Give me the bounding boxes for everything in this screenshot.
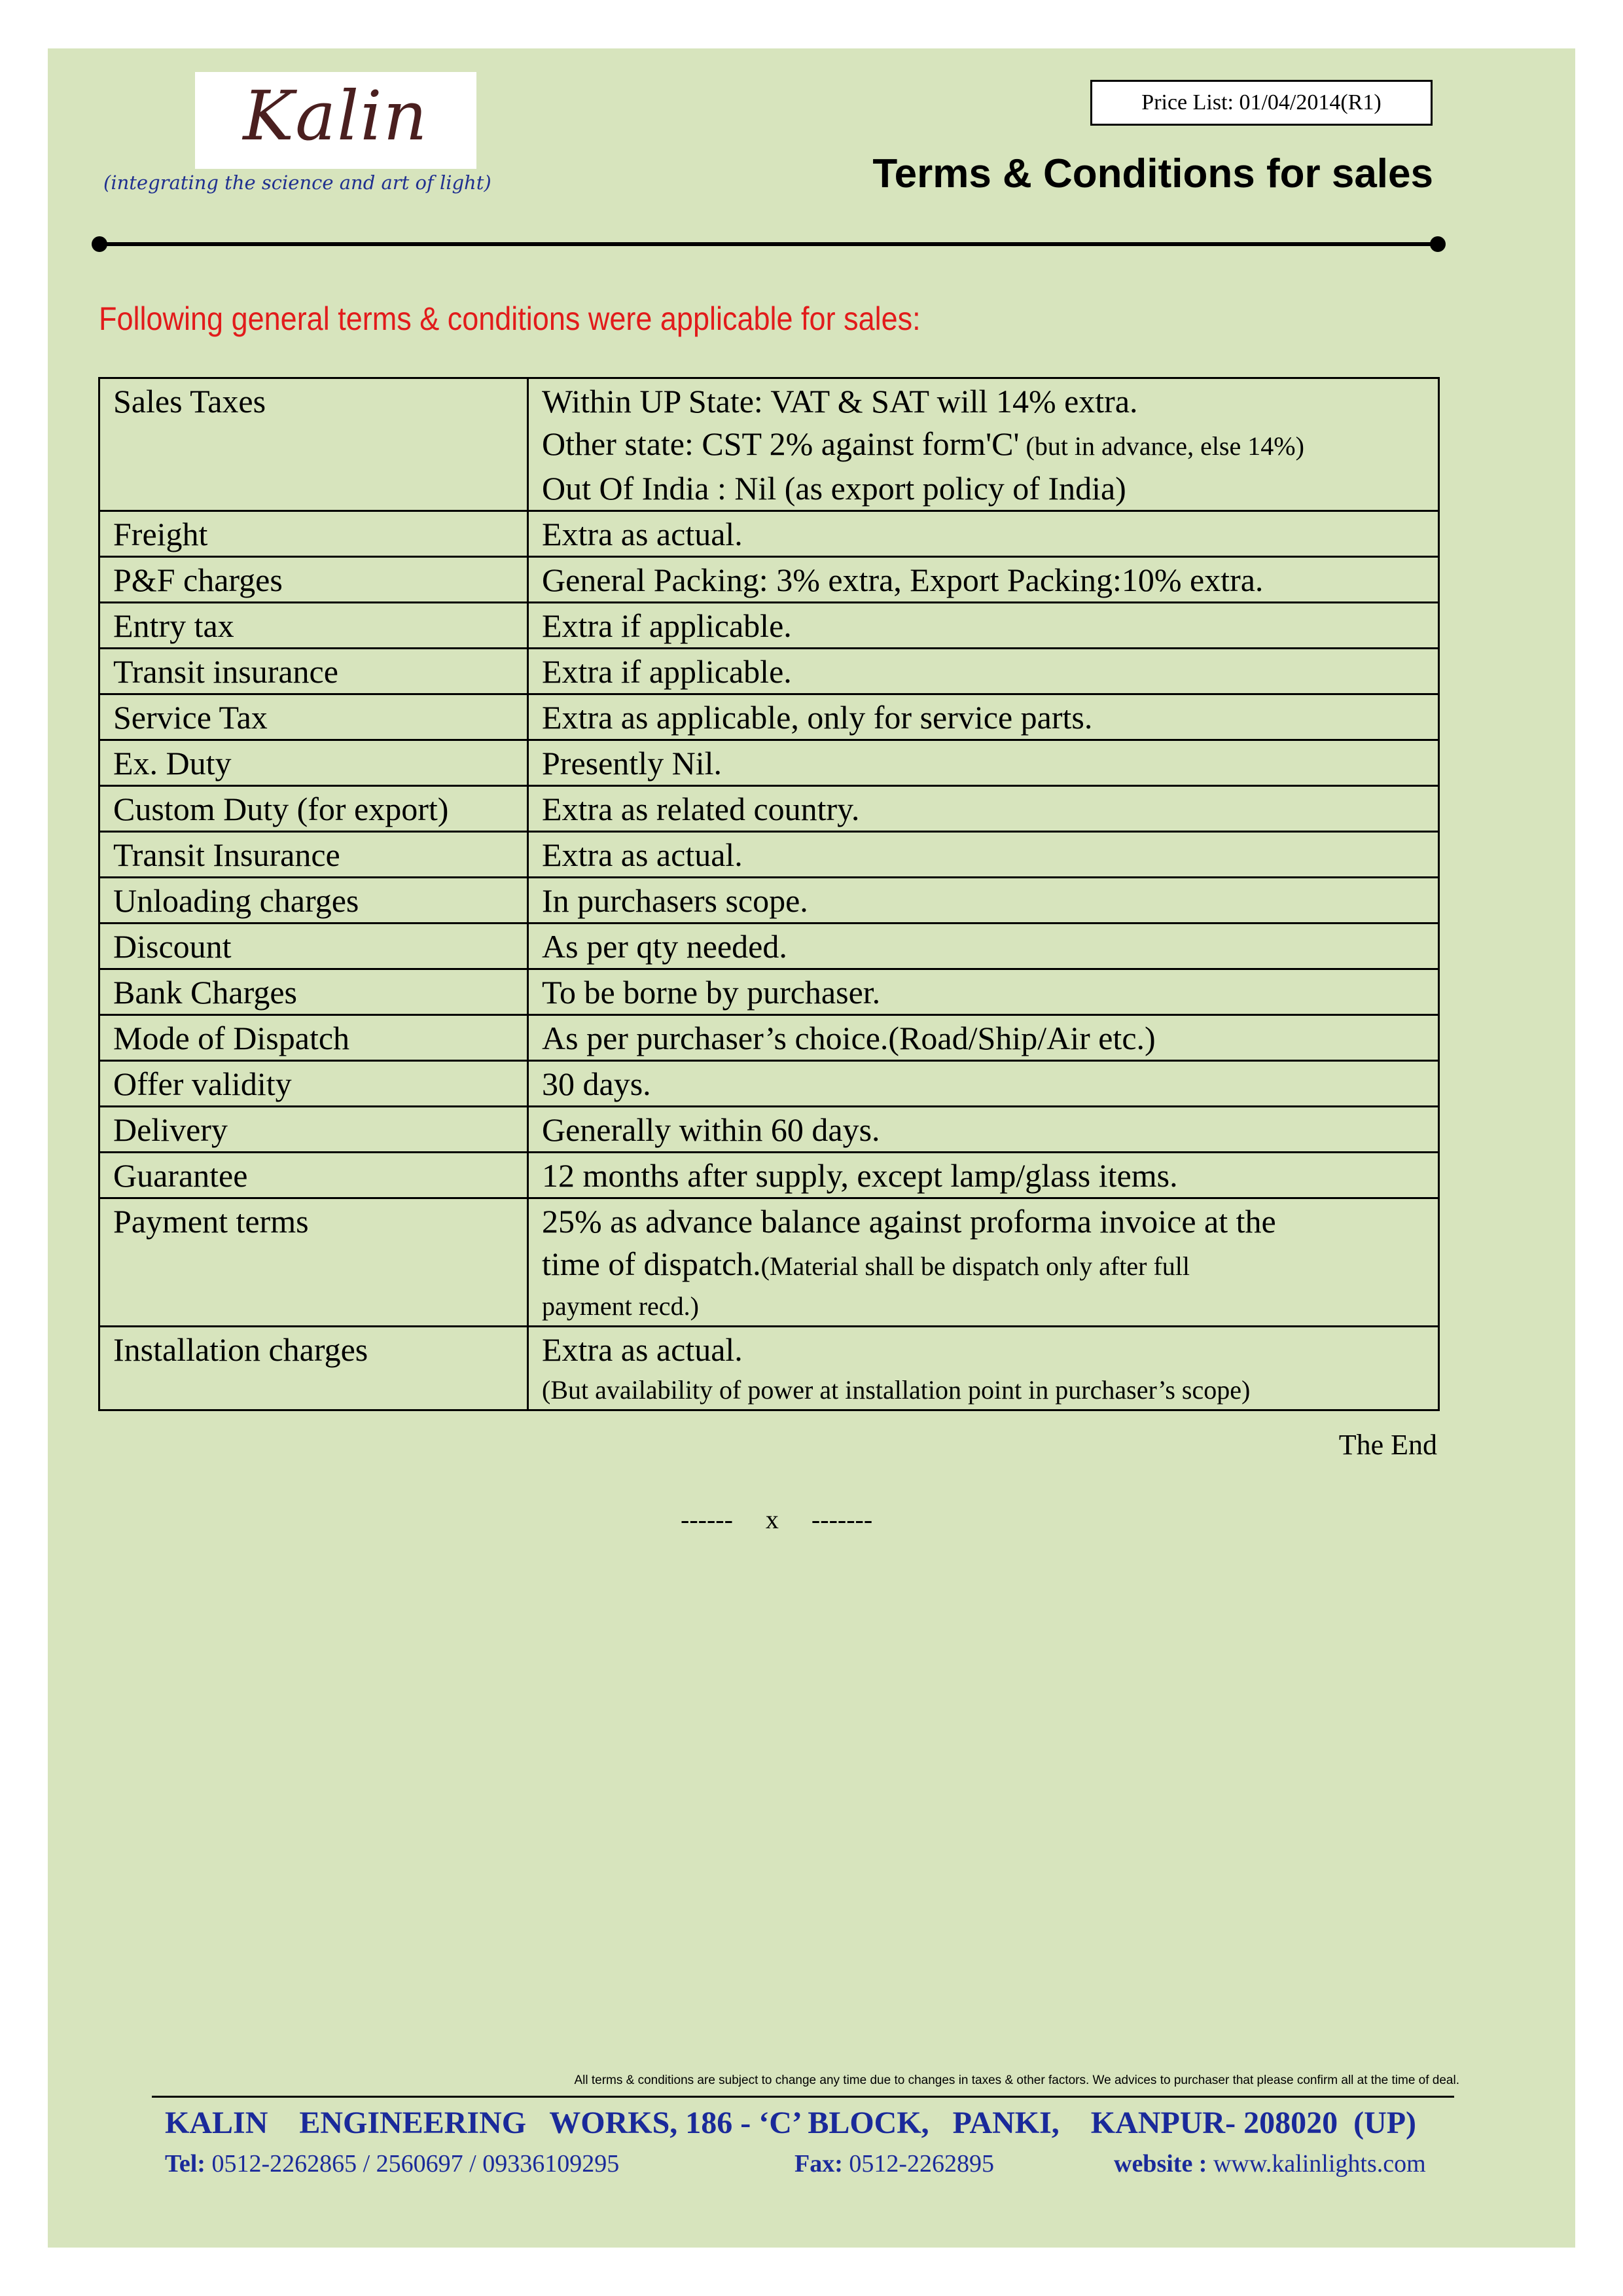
footer-tel — [165, 2149, 619, 2178]
term-key: Unloading charges — [99, 878, 528, 924]
the-end-text: The End — [1338, 1429, 1437, 1461]
intro-text: Following general terms & conditions were applicable for sales: — [99, 300, 921, 337]
term-value-note: (But availability of power at installation point in purchaser’s scope) — [542, 1375, 1251, 1405]
term-value: Presently Nil. — [528, 740, 1439, 786]
term-value: As per purchaser’s choice.(Road/Ship/Air etc.) — [528, 1015, 1439, 1061]
footer-website — [1114, 2149, 1426, 2178]
term-value-line: Within UP State: VAT & SAT will 14% extra. — [542, 383, 1138, 420]
term-value: Extra as applicable, only for service parts. — [528, 694, 1439, 740]
term-key: Guarantee — [99, 1153, 528, 1198]
footer-divider — [152, 2096, 1454, 2098]
table-row — [99, 969, 1439, 1015]
website-label: website : — [1114, 2150, 1207, 2178]
terms-table — [98, 377, 1440, 1411]
tel-label: Tel: — [165, 2150, 205, 2178]
term-key: Freight — [99, 511, 528, 557]
footer-disclaimer: All terms & conditions are subject to change any time due to changes in taxes & other factors. We advices to purchaser that please confirm all at the time of deal. — [574, 2073, 1459, 2087]
term-key: Delivery — [99, 1107, 528, 1153]
fax-value: 0512-2262895 — [842, 2150, 995, 2178]
term-key: Custom Duty (for export) — [99, 786, 528, 832]
logo-tagline: (integrating the science and art of light) — [103, 171, 491, 194]
term-value: Extra as actual. — [528, 832, 1439, 878]
term-key: Installation charges — [99, 1327, 528, 1410]
term-value: Generally within 60 days. — [528, 1107, 1439, 1153]
term-value: General Packing: 3% extra, Export Packing:10% extra. — [528, 557, 1439, 603]
divider-right-dot — [1430, 236, 1446, 252]
table-row — [99, 378, 1439, 511]
term-key: Bank Charges — [99, 969, 528, 1015]
table-row — [99, 786, 1439, 832]
term-key: Offer validity — [99, 1061, 528, 1107]
term-key: Transit insurance — [99, 649, 528, 694]
tel-value: 0512-2262865 / 2560697 / 09336109295 — [205, 2150, 620, 2178]
term-value: Extra as actual. — [528, 511, 1439, 557]
term-value: Extra if applicable. — [528, 649, 1439, 694]
term-value-line — [542, 423, 1425, 467]
term-value: Extra if applicable. — [528, 603, 1439, 649]
table-row — [99, 511, 1439, 557]
table-row — [99, 1107, 1439, 1153]
table-row — [99, 740, 1439, 786]
term-value: In purchasers scope. — [528, 878, 1439, 924]
term-value-note: (Material shall be dispatch only after full — [760, 1251, 1190, 1281]
term-value-text: Other state: CST 2% against form'C' — [542, 425, 1020, 462]
footer-fax — [794, 2149, 994, 2178]
term-value-line: 25% as advance balance against proforma invoice at the — [542, 1203, 1276, 1240]
table-row — [99, 924, 1439, 969]
fax-label: Fax: — [794, 2150, 843, 2178]
term-value-line: Out Of India : Nil (as export policy of India) — [542, 470, 1126, 507]
term-key: Transit Insurance — [99, 832, 528, 878]
term-value — [528, 1327, 1439, 1410]
term-value-line: Extra as actual. — [542, 1331, 743, 1368]
term-key: Service Tax — [99, 694, 528, 740]
term-key: Discount — [99, 924, 528, 969]
term-key: P&F charges — [99, 557, 528, 603]
term-value-note: (but in advance, else 14%) — [1019, 431, 1304, 461]
footer-company-address: KALIN ENGINEERING WORKS, 186 - ‘C’ BLOCK, PANKI, KANPUR- 208020 (UP) — [165, 2106, 1417, 2140]
term-key: Ex. Duty — [99, 740, 528, 786]
table-row — [99, 1327, 1439, 1410]
table-row — [99, 603, 1439, 649]
term-key: Mode of Dispatch — [99, 1015, 528, 1061]
table-row — [99, 832, 1439, 878]
divider-left-dot — [92, 236, 107, 252]
table-row — [99, 1015, 1439, 1061]
header-divider — [100, 242, 1437, 246]
term-key: Payment terms — [99, 1198, 528, 1327]
term-value-note: payment recd.) — [542, 1291, 699, 1321]
page-title: Terms & Conditions for sales — [872, 151, 1433, 196]
term-value — [528, 378, 1439, 511]
term-value — [528, 1198, 1439, 1327]
term-value: 12 months after supply, except lamp/glass items. — [528, 1153, 1439, 1198]
logo-text: Kalin — [243, 76, 429, 156]
table-row — [99, 1198, 1439, 1327]
table-row — [99, 878, 1439, 924]
table-row — [99, 694, 1439, 740]
term-key: Entry tax — [99, 603, 528, 649]
table-row — [99, 649, 1439, 694]
website-link: www.kalinlights.com — [1207, 2150, 1426, 2178]
company-logo — [195, 72, 476, 169]
term-value: To be borne by purchaser. — [528, 969, 1439, 1015]
term-value-line — [542, 1243, 1425, 1287]
end-mark: ------ x ------- — [681, 1505, 873, 1534]
table-row — [99, 557, 1439, 603]
price-list-box: Price List: 01/04/2014(R1) — [1090, 80, 1433, 126]
term-value: As per qty needed. — [528, 924, 1439, 969]
table-row — [99, 1153, 1439, 1198]
term-value: 30 days. — [528, 1061, 1439, 1107]
term-value-text: time of dispatch. — [542, 1246, 761, 1282]
table-row — [99, 1061, 1439, 1107]
term-value: Extra as related country. — [528, 786, 1439, 832]
term-key: Sales Taxes — [99, 378, 528, 511]
